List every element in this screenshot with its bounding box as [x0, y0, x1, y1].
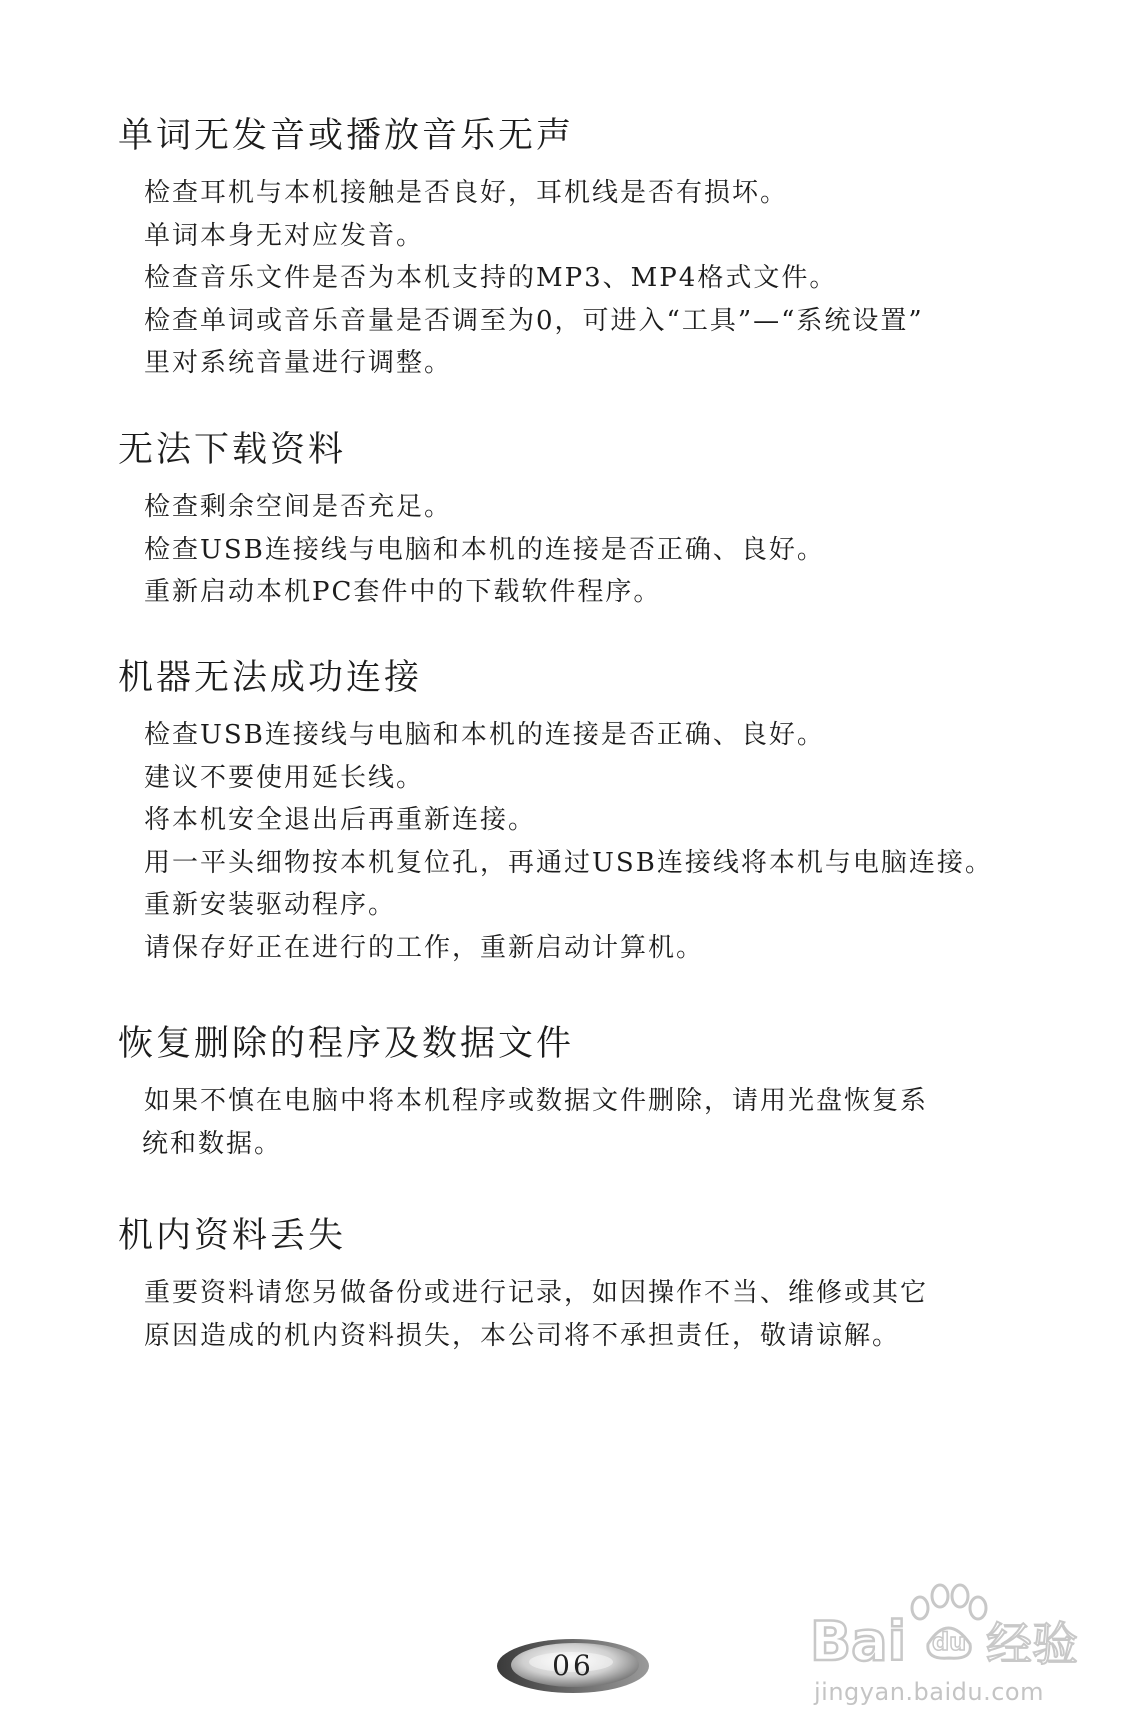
page-number-badge: [491, 1634, 655, 1698]
section-title: 机内资料丢失: [118, 1216, 347, 1256]
baidu-logo-right: du: [932, 1628, 967, 1656]
baidu-logo-icon: [808, 1574, 1108, 1674]
section-line: 检查剩余空间是否充足。: [144, 492, 453, 522]
section-line: 检查单词或音乐音量是否调至为0，可进入“工具”—“系统设置”: [144, 305, 924, 336]
section-line: 如果不慎在电脑中将本机程序或数据文件删除，请用光盘恢复系: [144, 1086, 929, 1116]
section-line: 建议不要使用延长线。: [144, 762, 425, 793]
section-restore-files: [118, 1022, 1018, 1165]
page-number: 06: [552, 1649, 594, 1682]
section-title: 机器无法成功连接: [118, 658, 423, 698]
section-line: 检查音乐文件是否为本机支持的MP3、MP4格式文件。: [144, 263, 838, 293]
section-line: 检查USB连接线与电脑和本机的连接是否正确、良好。: [144, 720, 825, 750]
section-connection-failure: [118, 656, 1018, 969]
section-line: 请保存好正在进行的工作，重新启动计算机。: [144, 932, 705, 963]
baidu-jingyan-watermark: [808, 1574, 1108, 1714]
section-line: 检查耳机与本机接触是否良好，耳机线是否有损坏。: [144, 178, 789, 208]
section-no-sound: [118, 114, 1018, 385]
section-line: 原因造成的机内资料损失，本公司将不承担责任，敬请谅解。: [144, 1320, 901, 1351]
section-title: 无法下载资料: [118, 430, 347, 470]
section-line: 用一平头细物按本机复位孔，再通过USB连接线将本机与电脑连接。: [144, 847, 993, 878]
section-line: 检查USB连接线与电脑和本机的连接是否正确、良好。: [144, 534, 825, 565]
section-line: 重要资料请您另做备份或进行记录，如因操作不当、维修或其它: [144, 1278, 929, 1308]
watermark-url: jingyan.baidu.com: [814, 1678, 1044, 1706]
section-line: 里对系统音量进行调整。: [144, 348, 453, 378]
section-line: 单词本身无对应发音。: [144, 220, 425, 251]
baidu-logo-suffix: 经验: [986, 1617, 1078, 1671]
section-data-loss: [118, 1214, 1018, 1357]
section-line: 将本机安全退出后再重新连接。: [144, 805, 537, 835]
section-line: 重新安装驱动程序。: [144, 890, 397, 920]
section-title: 单词无发音或播放音乐无声: [118, 116, 575, 156]
section-line: 重新启动本机PC套件中的下载软件程序。: [144, 577, 662, 607]
baidu-logo-left: Bai: [810, 1610, 907, 1673]
section-line: 统和数据。: [142, 1128, 283, 1159]
section-title: 恢复删除的程序及数据文件: [118, 1024, 575, 1064]
section-cannot-download: [118, 428, 1018, 614]
